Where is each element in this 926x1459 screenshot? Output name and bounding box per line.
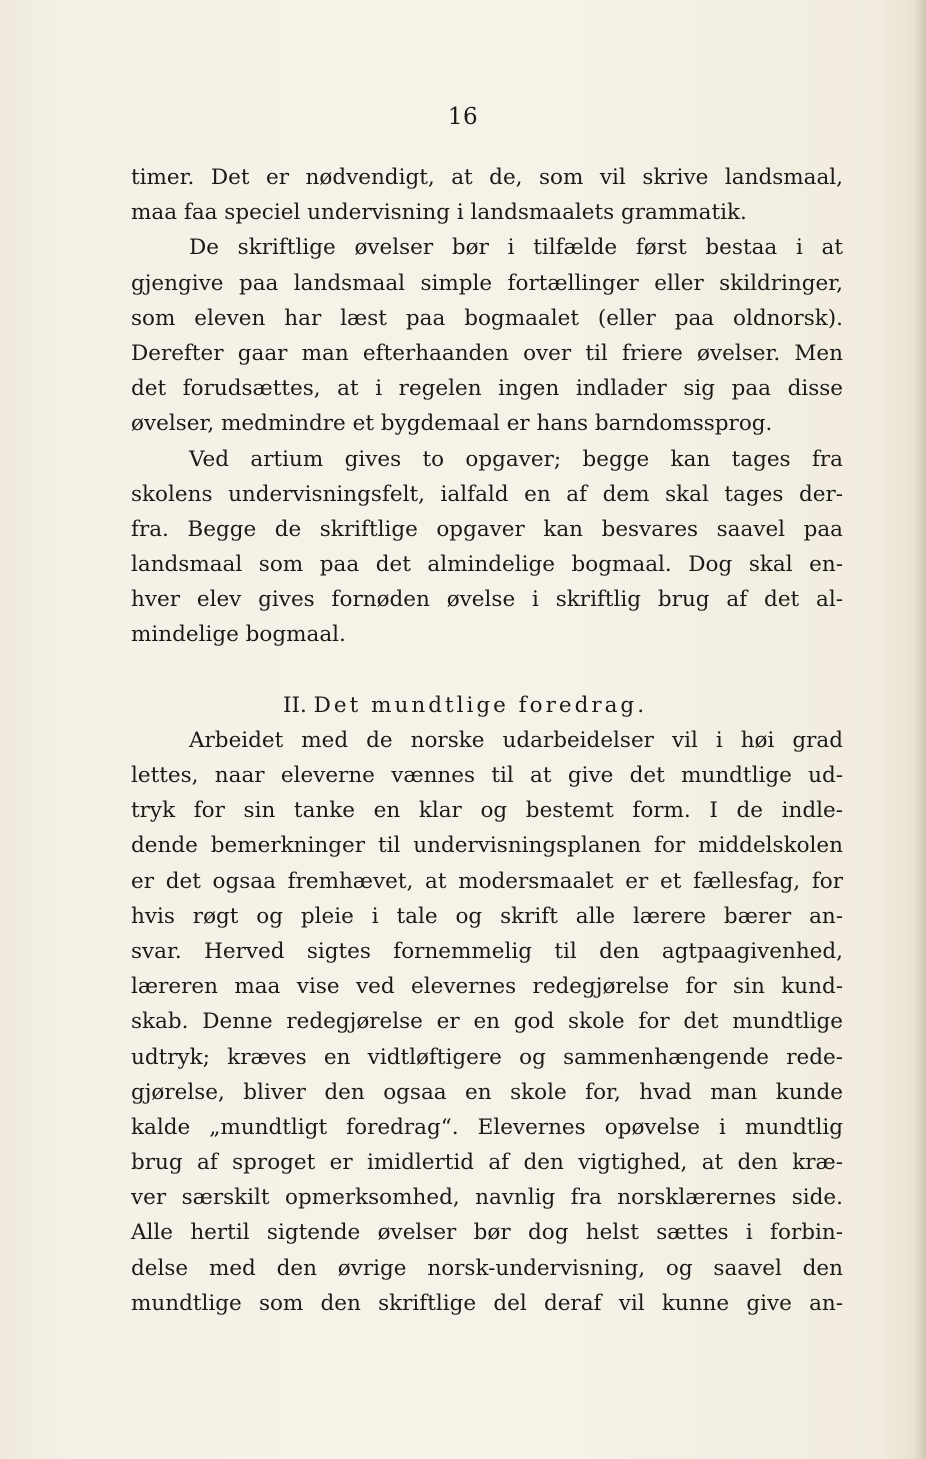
- text-line: skab. Denne redegjørelse er en god skole for det mundtlige: [131, 1009, 843, 1035]
- text-line: dende bemerkninger til undervisningsplanen for middelskolen: [131, 833, 843, 859]
- text-line: skolens undervisningsfelt, ialfald en af dem skal tages der-: [131, 481, 843, 507]
- section-heading: [131, 688, 843, 723]
- text-line: kalde „mundtligt foredrag“. Elevernes opøvelse i mundtlig: [131, 1114, 843, 1140]
- text-line: gjengive paa landsmaal simple fortællinger eller skildringer,: [131, 270, 843, 296]
- text-line: udtryk; kræves en vidtløftigere og sammenhængende rede-: [131, 1044, 843, 1070]
- text-line: Arbeidet med de norske udarbeidelser vil i høi grad: [189, 727, 843, 753]
- text-line: tryk for sin tanke en klar og bestemt form. I de indle-: [131, 798, 843, 824]
- text-line: delse med den øvrige norsk-undervisning, og saavel den: [131, 1255, 843, 1281]
- text-line: maa faa speciel undervisning i landsmaalets grammatik.: [131, 200, 747, 226]
- text-line: landsmaal som paa det almindelige bogmaal. Dog skal en-: [131, 552, 843, 578]
- text-line: det forudsættes, at i regelen ingen indlader sig paa disse: [131, 376, 843, 402]
- section-gap: [131, 653, 843, 688]
- text-line: hvis røgt og pleie i tale og skrift alle lærere bærer an-: [131, 903, 843, 929]
- text-line: svar. Herved sigtes fornemmelig til den agtpaagivenhed,: [131, 938, 843, 964]
- text-line: fra. Begge de skriftlige opgaver kan besvares saavel paa: [131, 516, 843, 542]
- text-line: mindelige bogmaal.: [131, 622, 346, 648]
- text-line: læreren maa vise ved elevernes redegjørelse for sin kund-: [131, 974, 843, 1000]
- text-line: Ved artium gives to opgaver; begge kan tages fra: [189, 446, 843, 472]
- text-line: timer. Det er nødvendigt, at de, som vil skrive landsmaal,: [131, 165, 843, 190]
- text-line: De skriftlige øvelser bør i tilfælde først bestaa i at: [189, 235, 843, 261]
- text-line: gjørelse, bliver den ogsaa en skole for, hvad man kunde: [131, 1079, 843, 1105]
- text-line: er det ogsaa fremhævet, at modersmaalet er et fællesfag, for: [131, 868, 843, 894]
- text-line: øvelser, medmindre et bygdemaal er hans barndomssprog.: [131, 411, 773, 437]
- page-body: [131, 160, 843, 1321]
- text-line: lettes, naar eleverne vænnes til at give det mundtlige ud-: [131, 763, 843, 788]
- text-line: som eleven har læst paa bogmaalet (eller paa oldnorsk).: [131, 305, 843, 331]
- text-line: Derefter gaar man efterhaanden over til friere øvelser. Men: [131, 340, 843, 366]
- page-number: 16: [447, 104, 479, 130]
- text-line: hver elev gives fornøden øvelse i skriftlig brug af det al-: [131, 587, 843, 613]
- section-title: Det mundtlige foredrag.: [313, 692, 648, 718]
- text-line: ver særskilt opmerksomhed, navnlig fra norsklærernes side.: [131, 1185, 843, 1211]
- text-line: mundtlige som den skriftlige del deraf vil kunne give an-: [131, 1290, 843, 1316]
- page-edge: [914, 0, 926, 1459]
- section-numeral: II.: [283, 692, 307, 718]
- text-line: Alle hertil sigtende øvelser bør dog helst sættes i forbin-: [131, 1220, 843, 1246]
- text-line: brug af sproget er imidlertid af den vigtighed, at den kræ-: [131, 1150, 843, 1176]
